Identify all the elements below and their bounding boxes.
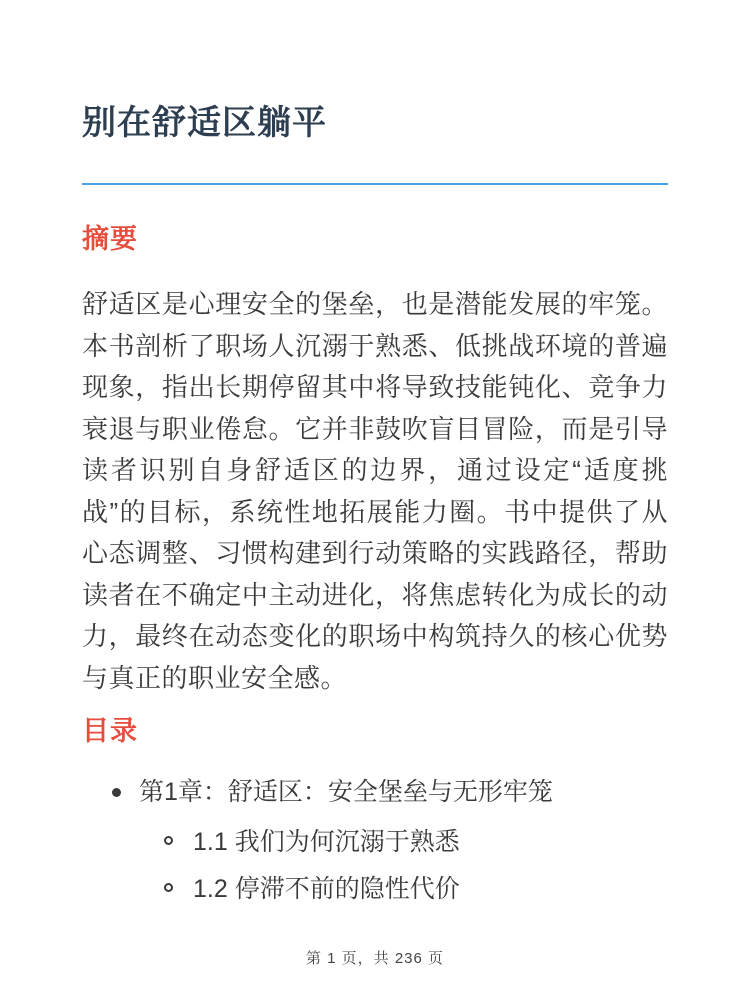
toc-subitem-label: 1.1 我们为何沉溺于熟悉 bbox=[193, 828, 460, 856]
bullet-circle-icon bbox=[164, 836, 173, 845]
page-number: 第 1 页，共 236 页 bbox=[305, 950, 445, 967]
toc-list bbox=[82, 775, 668, 906]
toc-sublist-chapter-1 bbox=[139, 825, 668, 906]
toc-item-label: 第1章：舒适区：安全堡垒与无形牢笼 bbox=[139, 778, 553, 806]
page-title: 别在舒适区躺平 bbox=[82, 102, 668, 185]
toc-subitem-label: 1.2 停滞不前的隐性代价 bbox=[193, 875, 460, 903]
abstract-heading: 摘要 bbox=[82, 223, 138, 254]
bullet-circle-icon bbox=[164, 883, 173, 892]
abstract-text: 舒适区是心理安全的堡垒，也是潜能发展的牢笼。本书剖析了职场人沉溺于熟悉、低挑战环境的普遍现象，指出长期停留其中将导致技能钝化、竞争力衰退与职业倦怠。它并非鼓吹盲目冒险，而是引导读者识别自身舒适区的边界，通过设定“适度挑战”的目标，系统性地拓展能力圈。书中提供了从心态调整、习惯构建到行动策略的实践路径，帮助读者在不确定中主动进化，将焦虑转化为成长的动力，最终在动态变化的职场中构筑持久的核心优势与真正的职业安全感。 bbox=[82, 289, 668, 693]
toc-subitem-1-2 bbox=[139, 872, 668, 906]
bullet-disc-icon bbox=[112, 788, 121, 797]
toc-subitem-1-1 bbox=[139, 825, 668, 859]
toc-item-chapter-1 bbox=[82, 775, 668, 906]
toc-heading: 目录 bbox=[82, 716, 138, 747]
